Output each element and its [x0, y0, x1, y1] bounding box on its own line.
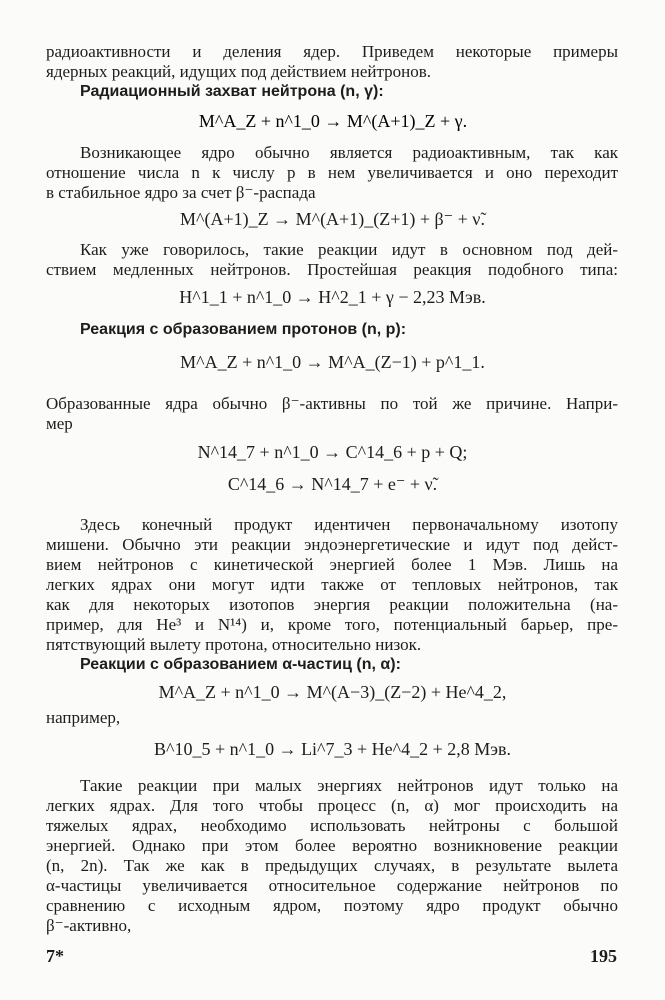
section-heading: Реакция с образованием протонов (n, p): [80, 321, 407, 338]
text-line: мер [46, 414, 73, 433]
text-line: ствием медленных нейтронов. Простейшая реакция подобного типа: [46, 260, 618, 279]
page-number: 195 [590, 946, 617, 966]
equation-6-text: C^14_6 → N^14_7 + e⁻ + ν̃. [227, 474, 438, 494]
equation-7-text: M^A_Z + n^1_0 → M^(A−3)_(Z−2) + He^4_2, [158, 682, 507, 702]
equation-8 [0, 737, 665, 761]
equation-5-text: N^14_7 + n^1_0 → C^14_6 + p + Q; [197, 442, 468, 462]
equation-1 [0, 109, 665, 133]
text-line: Как уже говорилось, такие реакции идут в основном под дей- [80, 240, 618, 259]
text-line: Возникающее ядро обычно является радиоактивным, так как [80, 143, 618, 162]
equation-3 [0, 285, 665, 309]
text-line: β⁻-активно, [46, 916, 132, 935]
section-heading: Радиационный захват нейтрона (n, γ): [80, 83, 384, 100]
text-line: Образованные ядра обычно β⁻-активны по той же причине. Напри- [46, 394, 618, 413]
text-line: легких ядрах. Для того чтобы процесс (n, α) мог происходить на [46, 796, 618, 815]
equation-2-text: M^(A+1)_Z → M^(A+1)_(Z+1) + β⁻ + ν̃. [180, 209, 485, 229]
equation-8-text: B^10_5 + n^1_0 → Li^7_3 + He^4_2 + 2,8 Мэв. [154, 739, 511, 759]
equation-1-formula [183, 109, 483, 133]
text-line: (n, 2n). Так же как в предыдущих случаях, в результате вылета [46, 856, 618, 875]
equation-7 [0, 680, 665, 704]
text-line: мишени. Обычно эти реакции эндоэнергетические и идут под дейст- [46, 535, 618, 554]
equation-6 [0, 472, 665, 496]
equation-1-text: M^A_Z + n^1_0 → M^(A+1)_Z + γ. [198, 111, 467, 131]
text-line: вием нейтронов с кинетической энергией более 1 Мэв. Лишь на [46, 555, 618, 574]
section-heading: Реакции с образованием α-частиц (n, α): [80, 656, 401, 673]
text-line: Здесь конечный продукт идентичен первоначальному изотопу [80, 515, 618, 534]
text-line: пример, для He³ и N¹⁴) и, кроме того, потенциальный барьер, пре- [46, 615, 618, 634]
text-line: сравнению с исходным ядром, поэтому ядро продукт обычно [46, 896, 618, 915]
text-line: например, [46, 708, 121, 727]
text-line: α-частицы увеличивается относительное содержание нейтронов по [46, 876, 618, 895]
text-line: тяжелых ядрах, необходимо использовать нейтроны с большой [46, 816, 618, 835]
text-line: ядерных реакций, идущих под действием нейтронов. [46, 62, 432, 81]
text-line: пятствующий вылету протона, относительно низок. [46, 635, 422, 654]
equation-2 [0, 207, 665, 231]
text-line: Такие реакции при малых энергиях нейтронов идут только на [80, 776, 618, 795]
text-line: радиоактивности и деления ядер. Приведем некоторые примеры [46, 42, 618, 61]
equation-3-text: H^1_1 + n^1_0 → H^2_1 + γ − 2,23 Мэв. [179, 287, 486, 307]
equation-4-text: M^A_Z + n^1_0 → M^A_(Z−1) + p^1_1. [180, 352, 485, 372]
text-line: отношение числа n к числу p в нем увеличивается и оно переходит [46, 163, 618, 182]
signature-mark: 7* [46, 946, 64, 966]
text-line: энергией. Однако при этом более вероятно возникновение реакции [46, 836, 618, 855]
text-line: в стабильное ядро за счет β⁻-распада [46, 183, 316, 202]
text-line: как для некоторых изотопов энергия реакции положительна (на- [46, 595, 618, 614]
equation-4 [0, 350, 665, 374]
text-line: легких ядрах они могут идти также от тепловых нейтронов, так [46, 575, 618, 594]
equation-5 [0, 440, 665, 464]
